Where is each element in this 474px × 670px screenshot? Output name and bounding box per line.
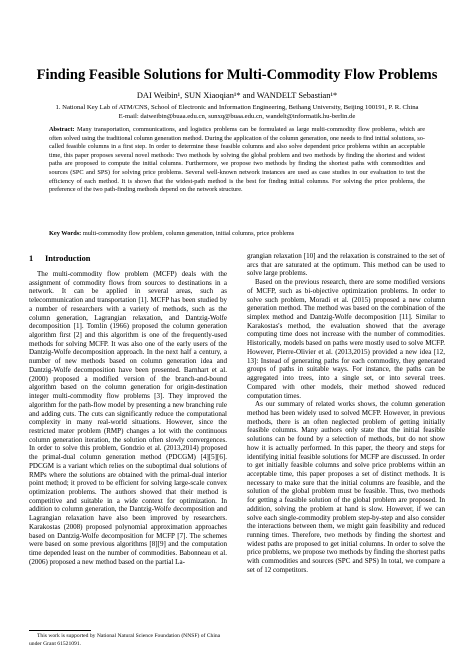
- intro-paragraph: grangian relaxation [10] and the relaxation is constrained to the set of arcs that are saturated at the optimum. This method can be used to solve large problems.: [247, 252, 445, 278]
- paper-title: Finding Feasible Solutions for Multi-Commodity Flow Problems: [36, 67, 438, 83]
- keywords-label: Key Words:: [49, 230, 82, 237]
- abstract-text: Many transportation, communications, and logistics problems can be formulated as large multi-commodity flow problems, which are often solved using the traditional column generation method. During the application of the column generation, one needs to find initial solutions, so-called feasible columns in a first step. In order to determine these feasible columns and also solve dependent price problems within an acceptable time, this paper proposes several novel methods: Two methods by solving the global problem and two methods by finding the shortest and widest paths are proposed to compute the initial columns. Furthermore, we propose two methods by finding the shortest paths with commodities and sources (SPC and SPS) for solving price problems. Several well-known network instances are used as case studies in our evaluation to test the efficiency of each method. It is shown that the widest-path method is the best for finding initial columns. For solving the price problems, the preference of the two path-finding methods depend on the network structure.: [49, 126, 426, 194]
- keywords: [49, 230, 425, 239]
- abstract-label: Abstract:: [49, 126, 75, 133]
- affiliation: 1. National Key Lab of ATM/CNS, School of Electronic and Information Engineering, Beihang University, Beijing 100191, P. R. China: [55, 104, 419, 111]
- abstract: [49, 126, 425, 195]
- footnote-divider: [29, 630, 91, 631]
- section-heading: [29, 254, 90, 264]
- funding-footnote: This work is supported by National Natural Science Foundation (NNSF) of China under Grant 61521091.: [29, 633, 221, 647]
- keywords-text: multi-commodity flow problem, column generation, initial columns, price problems: [82, 230, 295, 237]
- left-column: [29, 270, 227, 566]
- intro-paragraph: Based on the previous research, there are some modified versions of MCFP, such as bi-objective optimization problems. In order to solve such problem, Moradi et al. (2015) proposed a new column generation method. The method was based on the combination of the simplex method and Dantzig-Wolfe decomposition [11]. Similar to Karakostas's method, the evaluation showed that the average computing time does not increase with the number of commodities. Historically, models based on paths were mostly used to solve MCFP. However, Pierre-Olivier et al. (2013,2015) provided a new idea [12, 13]: Instead of generating paths for each commodity, they generated groups of paths in suitable ways. For instance, the paths can be aggregated into trees, into a single set, or into several trees. Compared with other models, their method showed reduced computation times.: [247, 278, 445, 400]
- section-title: Introduction: [45, 254, 91, 263]
- section-number: 1: [29, 254, 34, 263]
- right-column: [247, 252, 445, 575]
- author-emails: E-mail: daiweibin@buaa.edu.cn, sunxq@buaa.edu.cn, wandelt@informatik.hu-berlin.de: [118, 113, 356, 120]
- intro-paragraph: As our summary of related works shows, the column generation method has been widely used to solved MCFP. However, in previous methods, there is an often neglected problem of getting initially feasible columns. Many authors only state that the initial feasible solutions can be found by a selection of methods, but do not show how it is actually performed. In this paper, the theory and steps for identifying initial feasible solutions for MCFP are discussed. In order to get initially feasible columns and solve price problems within an acceptable time, this paper proposes a set of distinct methods. It is necessary to make sure that the initial columns are feasible, and the solution of the global problem must be feasible. Thus, two methods for getting a feasible solution of the global problem are proposed. In addition, solving the problem at hand is slow. However, if we can solve each single-commodity problem step-by-step and also consider the interactions between them, we might gain feasibility and reduced running times. Therefore, two methods by finding the shortest and widest paths are proposed to get initial columns. In order to solve the price problems, we propose two methods by finding the shortest paths with commodities and sources (SPC and SPS) In total, we compare a set of 12 competitors.: [247, 400, 445, 574]
- author-list: DAI Weibin¹, SUN Xiaoqian¹* and WANDELT Sebastian¹*: [136, 91, 338, 100]
- intro-paragraph: The multi-commodity flow problem (MCFP) deals with the assignment of commodity flows from sources to destinations in a network. It can be applied in several areas, such as telecommunication and transportation [1]. MCFP has been studied by a number of researchers with a variety of methods, such as the column generation, Lagrangian relaxation, and Dantzig-Wolfe decomposition [1]. Tomlin (1966) proposed the column generation algorithm first [2] and this algorithm is one of the frequently-used methods for solving MCFP. It was also one of the early users of the Dantzig-Wolfe decomposition approach. In the next half a century, a number of new methods based on column generation idea and Dantzig-Wolfe decomposition have been presented. Barnhart et al. (2000) proposed a modified version of the branch-and-bound algorithm based on the column generation for origin-destination integer multi-commodity flow problems [3]. They improved the algorithm for the path-flow model by presenting a new branching rule and adding cuts. The cuts can significantly reduce the computational complexity in many real-world situations. However, since the restricted mater problem (RMP) changes a lot with the continuous column generation iteration, the solution often slowly convergences. In order to solve this problem, Gondzio et al. (2013,2014) proposed the primal-dual column generation method (PDCGM) [4][5][6]. PDCGM is a variant which relies on the suboptimal dual solutions of RMPs where the solutions are obtained with the primal-dual interior point method; it proved to be efficient for solving large-scale convex optimization problems. The authors showed that their method is competitive and suitable in a wide context for optimization. In addition to column generation, the Dantzig-Wolfe decomposition and Lagrangian relaxation have also been improved by researchers. Karakostas (2008) proposed polynomial approximation approaches based on Dantzig-Wolfe decomposition for MCFP [7]. The schemes were based on some previous algorithms [8][9] and the computation time depended least on the number of commodities. Babonneau et al. (2006) proposed a new method based on the partial La-: [29, 270, 227, 566]
